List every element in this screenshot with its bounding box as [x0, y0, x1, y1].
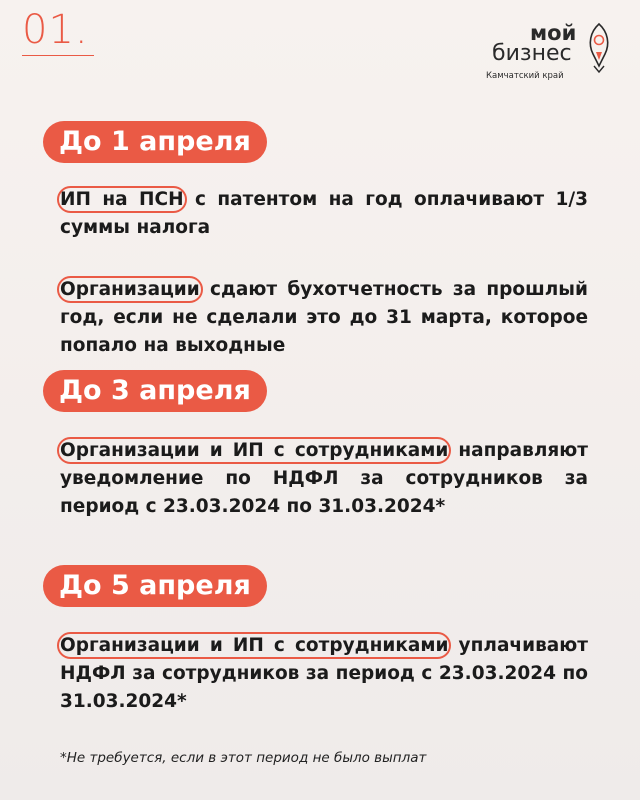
item-4	[60, 632, 588, 716]
footnote: *Не требуется, если в этот период не было выплат	[60, 750, 427, 766]
deadline-heading-3: До 5 апреля	[43, 565, 267, 607]
item-4-highlight: Организации и ИП с сотрудниками	[60, 635, 449, 656]
item-1-text: с патентом на год оплачивают 1/3 суммы налога	[60, 189, 588, 238]
brand-logo	[484, 20, 624, 90]
rocket-pin-icon	[584, 22, 614, 74]
logo-region: Камчатский край	[486, 71, 564, 81]
item-3-text: направляют уведомление по НДФЛ за сотрудников за период с 23.03.2024 по 31.03.2024*	[60, 440, 588, 517]
logo-word-biznes: бизнес	[492, 41, 572, 66]
item-1	[60, 186, 588, 242]
item-2	[60, 276, 588, 360]
item-3	[60, 437, 588, 521]
slide-number: 01.	[22, 7, 89, 53]
item-2-text: сдают бухотчетность за прошлый год, если не сделали это до 31 марта, которое попало на выходные	[60, 279, 588, 356]
deadline-heading-2: До 3 апреля	[43, 370, 267, 412]
slide-number-underline	[22, 55, 94, 56]
item-3-highlight: Организации и ИП с сотрудниками	[60, 440, 449, 461]
logo-word-moi: мой	[530, 21, 577, 45]
item-4-text: уплачивают НДФЛ за сотрудников за период с 23.03.2024 по 31.03.2024*	[60, 635, 588, 712]
item-2-highlight: Организации	[60, 279, 200, 300]
deadline-heading-1: До 1 апреля	[43, 121, 267, 163]
item-1-highlight: ИП на ПСН	[60, 189, 184, 210]
